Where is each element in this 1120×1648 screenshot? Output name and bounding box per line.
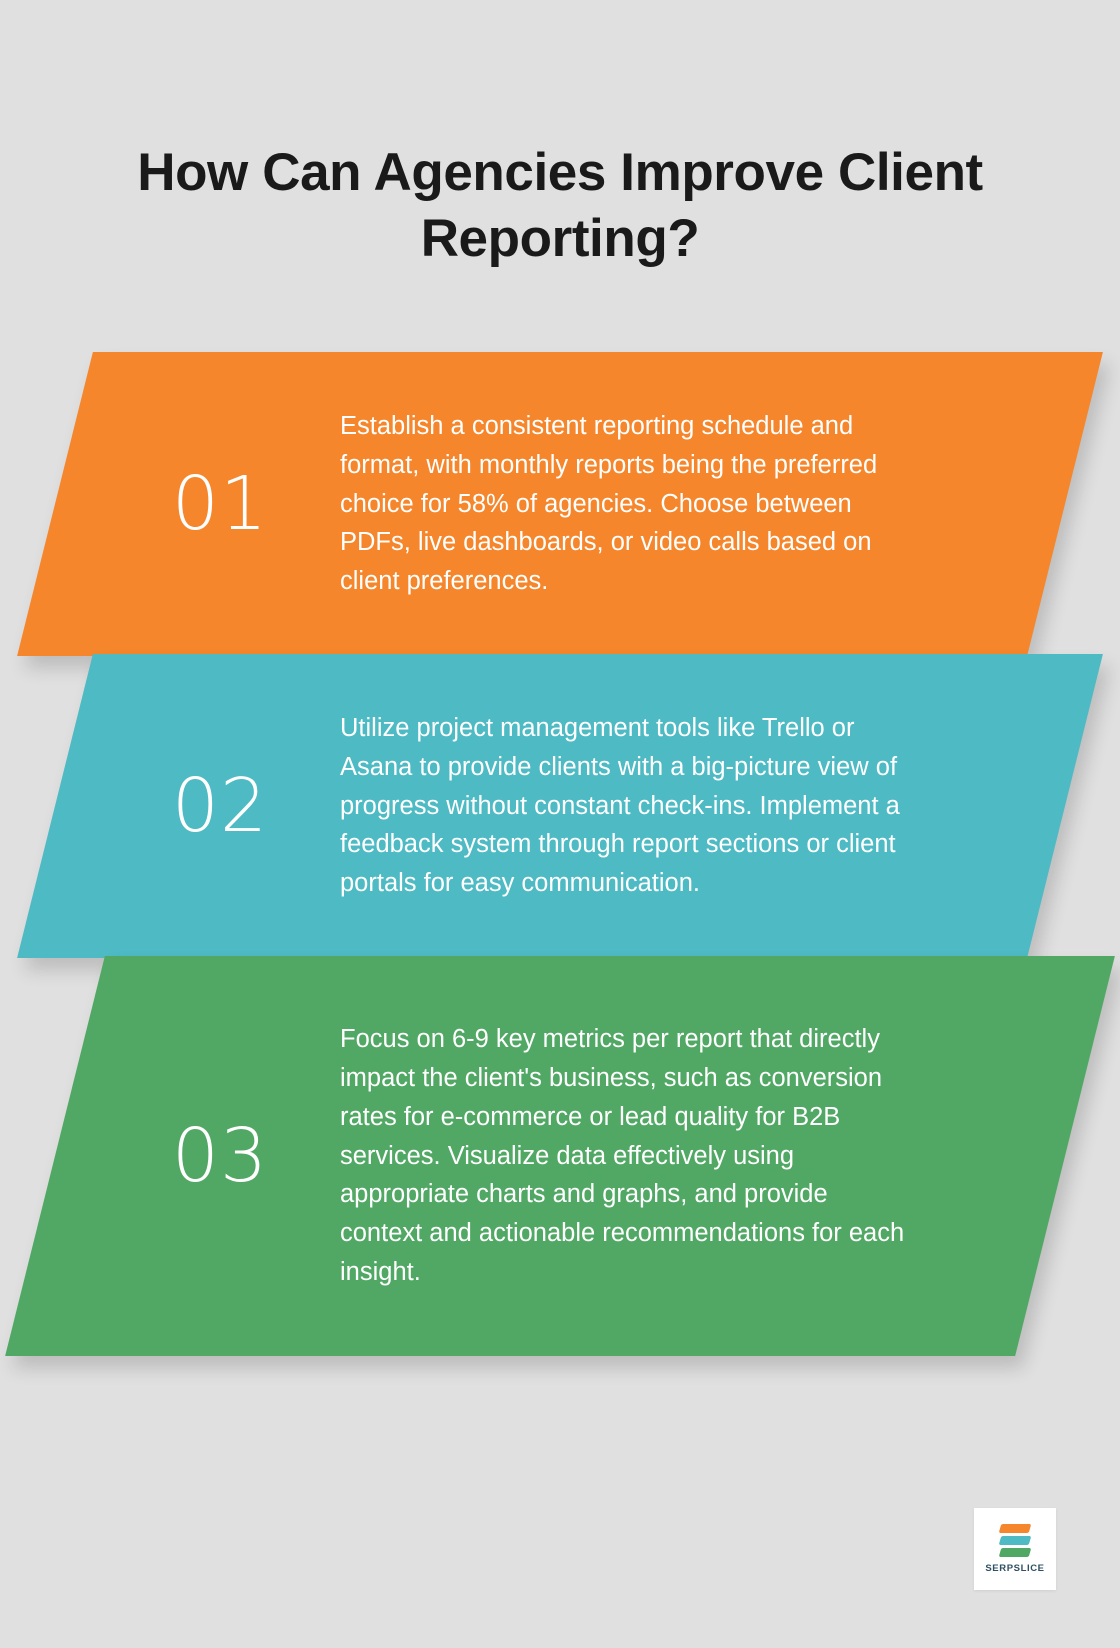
step-1-number: 01 [171,461,269,547]
step-2-text: Utilize project management tools like Trello or Asana to provide clients with a big-picture view of progress without constant check-ins. Implement a feedback system through report sections or client portals for easy communication. [340,714,900,898]
step-2-content [55,654,1065,958]
logo-text: SERPSLICE [985,1563,1045,1574]
list-item [0,956,1120,1356]
steps-list [0,352,1120,1356]
step-1-text: Establish a consistent reporting schedule and format, with monthly reports being the preferred choice for 58% of agencies. Choose between PDFs, live dashboards, or video calls based on client preferences. [340,412,878,596]
step-3-number: 03 [171,1113,269,1199]
step-3-text: Focus on 6-9 key metrics per report that directly impact the client's business, such as conversion rates for e-commerce or lead quality for B2B services. Visualize data effectively using appropriate charts and graphs, and provide context and actionable recommendations for each insight. [340,1025,905,1286]
step-1-content [55,352,1065,656]
list-item [0,352,1120,664]
logo-mark-icon [1000,1524,1030,1558]
step-3-content [55,956,1065,1356]
list-item [0,654,1120,966]
serpslice-logo [974,1508,1056,1590]
step-2-number: 02 [171,763,269,849]
page-title: How Can Agencies Improve Client Reporting? [137,142,983,268]
